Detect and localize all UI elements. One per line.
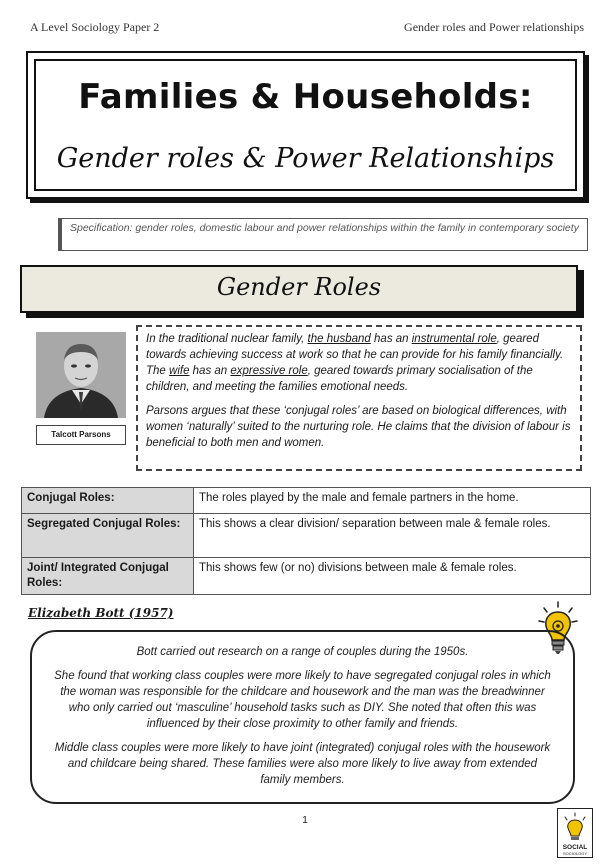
table-term: Segregated Conjugal Roles: [22, 514, 194, 558]
term-instrumental-role: instrumental role [411, 333, 497, 345]
table-term: Conjugal Roles: [22, 488, 194, 514]
parsons-paragraph-2: Parsons argues that these ‘conjugal roles’ are based on biological differences, with women ‘naturally’ suited to the nurturing role. He claims that the division of labour is beneficial to both men and women. [146, 405, 571, 449]
text-span: has an [189, 365, 231, 377]
text-span: has an [370, 333, 412, 345]
specification-box: Specification: gender roles, domestic labour and power relationships within the family in contemporary society [58, 218, 588, 251]
title-box [26, 51, 585, 199]
roles-table [21, 487, 591, 595]
text-span: , geared towards achieving success at work so that he can provide for his family financially. The [146, 333, 564, 377]
logo-text: SOCIAL [562, 844, 588, 851]
bott-paragraph-2: She found that working class couples were more likely to have segregated conjugal roles in which the woman was responsible for the childcare and housework and the man was the breadwinner who only carried out ‘masculine’ household tasks such as DIY. She noted that often this was influenced by their close proximity to other family and friends. [54, 670, 551, 730]
bott-paragraph-3: Middle class couples were more likely to have joint (integrated) conjugal roles with the housework and childcare being shared. These families were also more likely to live away from extended family members. [54, 742, 551, 786]
section-title: Gender Roles [216, 273, 382, 301]
term-the-husband: the husband [307, 333, 371, 345]
page-number: 1 [302, 815, 308, 826]
text-span: In the traditional nuclear family, [146, 333, 308, 345]
table-row [22, 488, 591, 514]
table-definition: The roles played by the male and female partners in the home. [194, 488, 591, 514]
parsons-text-box [136, 325, 582, 471]
header-right: Gender roles and Power relationships [404, 20, 584, 34]
table-definition: This shows few (or no) divisions between male & female roles. [194, 558, 591, 595]
table-definition: This shows a clear division/ separation between male & female roles. [194, 514, 591, 558]
bott-study-box [30, 630, 575, 804]
term-wife: wife [169, 365, 190, 377]
section-bar [20, 265, 578, 313]
parsons-paragraph-1 [146, 331, 572, 395]
social-logo [557, 808, 593, 858]
portrait-photo [36, 332, 126, 418]
study-title: Elizabeth Bott (1957) [28, 606, 174, 620]
text-span: , geared towards primary socialisation of the children, and meeting the families emotional needs. [146, 365, 533, 393]
table-term: Joint/ Integrated Conjugal Roles: [22, 558, 194, 595]
photo-caption: Talcott Parsons [36, 425, 126, 445]
table-row [22, 558, 591, 595]
title-inner-frame [34, 59, 577, 191]
term-expressive-role: expressive role [230, 365, 308, 377]
header-left: A Level Sociology Paper 2 [30, 20, 160, 34]
table-row [22, 514, 591, 558]
page-title: Families & Households: [78, 77, 533, 117]
logo-subtext: SOCIOLOGY [562, 851, 587, 856]
bott-paragraph-1: Bott carried out research on a range of couples during the 1950s. [136, 646, 469, 658]
page-subtitle: Gender roles & Power Relationships [56, 143, 555, 174]
